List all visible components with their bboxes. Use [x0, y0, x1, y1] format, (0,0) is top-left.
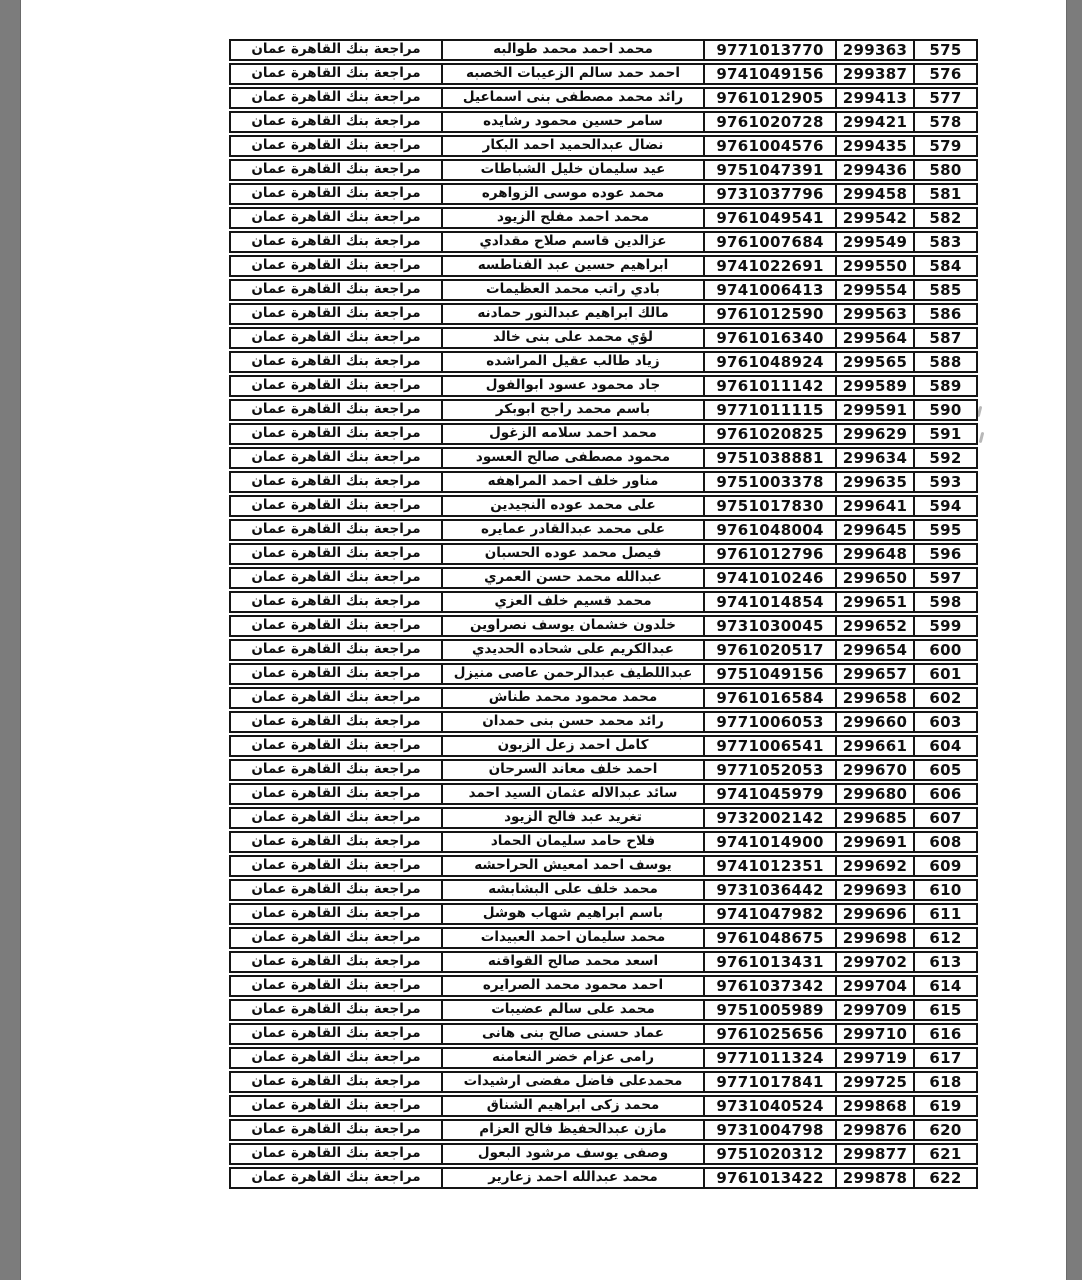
cell-review-bank: مراجعة بنك القاهرة عمان	[251, 281, 421, 298]
table-row	[229, 735, 978, 757]
cell-national-no: 9761012796	[703, 545, 835, 563]
table-row	[229, 423, 978, 445]
cell-serial: 612	[913, 929, 976, 947]
cell-review-bank: مراجعة بنك القاهرة عمان	[251, 89, 421, 106]
cell-serial: 622	[913, 1169, 976, 1187]
cell-name: تغريد عبد فالح الزيود	[441, 809, 703, 827]
cell-review-bank: مراجعة بنك القاهرة عمان	[251, 977, 421, 994]
table-row	[229, 567, 978, 589]
cell-serial: 576	[913, 65, 976, 83]
cell-national-no: 9741010246	[703, 569, 835, 587]
table-row	[229, 807, 978, 829]
cell-review-bank: مراجعة بنك القاهرة عمان	[251, 689, 421, 706]
cell-review-bank: مراجعة بنك القاهرة عمان	[251, 113, 421, 130]
cell-serial: 582	[913, 209, 976, 227]
cell-national-no: 9741014854	[703, 593, 835, 611]
cell-national-no: 9751020312	[703, 1145, 835, 1163]
cell-review-bank: مراجعة بنك القاهرة عمان	[251, 185, 421, 202]
cell-national-no: 9741047982	[703, 905, 835, 923]
cell-registration-no: 299696	[835, 905, 913, 923]
cell-serial: 589	[913, 377, 976, 395]
cell-name: زياد طالب عقيل المراشده	[441, 353, 703, 371]
cell-registration-no: 299629	[835, 425, 913, 443]
cell-national-no: 9761048675	[703, 929, 835, 947]
cell-registration-no: 299565	[835, 353, 913, 371]
table-row	[229, 879, 978, 901]
cell-registration-no: 299421	[835, 113, 913, 131]
cell-review-bank: مراجعة بنك القاهرة عمان	[251, 353, 421, 370]
cell-national-no: 9771017841	[703, 1073, 835, 1091]
cell-serial: 616	[913, 1025, 976, 1043]
cell-registration-no: 299657	[835, 665, 913, 683]
cell-national-no: 9741022691	[703, 257, 835, 275]
cell-name: يوسف احمد امعيش الحراحشه	[441, 857, 703, 875]
cell-serial: 614	[913, 977, 976, 995]
cell-serial: 620	[913, 1121, 976, 1139]
cell-review-bank: مراجعة بنك القاهرة عمان	[251, 1097, 421, 1114]
cell-registration-no: 299704	[835, 977, 913, 995]
cell-serial: 605	[913, 761, 976, 779]
cell-name: فلاح حامد سليمان الحماد	[441, 833, 703, 851]
table-row	[229, 63, 978, 85]
cell-name: احمد خلف معاند السرحان	[441, 761, 703, 779]
cell-registration-no: 299363	[835, 41, 913, 59]
cell-name: رائد محمد مصطفى بنى اسماعيل	[441, 89, 703, 107]
cell-registration-no: 299435	[835, 137, 913, 155]
cell-review-bank: مراجعة بنك القاهرة عمان	[251, 905, 421, 922]
table-row	[229, 639, 978, 661]
cell-serial: 595	[913, 521, 976, 539]
cell-name: لؤي محمد على بنى خالد	[441, 329, 703, 347]
scan-artifact	[979, 432, 985, 443]
table-row	[229, 39, 978, 61]
cell-review-bank: مراجعة بنك القاهرة عمان	[251, 209, 421, 226]
cell-registration-no: 299554	[835, 281, 913, 299]
cell-review-bank: مراجعة بنك القاهرة عمان	[251, 521, 421, 538]
cell-registration-no: 299652	[835, 617, 913, 635]
cell-review-bank: مراجعة بنك القاهرة عمان	[251, 497, 421, 514]
cell-national-no: 9761020517	[703, 641, 835, 659]
cell-name: سائد عبدالاله عثمان السيد احمد	[441, 785, 703, 803]
cell-registration-no: 299693	[835, 881, 913, 899]
cell-review-bank: مراجعة بنك القاهرة عمان	[251, 137, 421, 154]
cell-name: على محمد عبدالقادر عمايره	[441, 521, 703, 539]
cell-serial: 607	[913, 809, 976, 827]
cell-national-no: 9751047391	[703, 161, 835, 179]
cell-serial: 575	[913, 41, 976, 59]
cell-national-no: 9761004576	[703, 137, 835, 155]
cell-registration-no: 299542	[835, 209, 913, 227]
cell-review-bank: مراجعة بنك القاهرة عمان	[251, 785, 421, 802]
cell-serial: 590	[913, 401, 976, 419]
cell-registration-no: 299698	[835, 929, 913, 947]
cell-registration-no: 299563	[835, 305, 913, 323]
cell-name: محمد قسيم خلف العزي	[441, 593, 703, 611]
cell-national-no: 9761012590	[703, 305, 835, 323]
table-row	[229, 1143, 978, 1165]
cell-review-bank: مراجعة بنك القاهرة عمان	[251, 1001, 421, 1018]
cell-serial: 613	[913, 953, 976, 971]
cell-registration-no: 299564	[835, 329, 913, 347]
cell-national-no: 9771006053	[703, 713, 835, 731]
cell-registration-no: 299413	[835, 89, 913, 107]
cell-national-no: 9761012905	[703, 89, 835, 107]
cell-national-no: 9731004798	[703, 1121, 835, 1139]
cell-registration-no: 299436	[835, 161, 913, 179]
cell-name: عبداللطيف عبدالرحمن عاصى منيزل	[441, 665, 703, 683]
cell-serial: 585	[913, 281, 976, 299]
cell-registration-no: 299591	[835, 401, 913, 419]
cell-name: محمد احمد سلامه الزغول	[441, 425, 703, 443]
cell-review-bank: مراجعة بنك القاهرة عمان	[251, 41, 421, 58]
cell-serial: 601	[913, 665, 976, 683]
cell-name: محمد محمود محمد طناش	[441, 689, 703, 707]
table-row	[229, 183, 978, 205]
cell-serial: 578	[913, 113, 976, 131]
cell-review-bank: مراجعة بنك القاهرة عمان	[251, 449, 421, 466]
cell-review-bank: مراجعة بنك القاهرة عمان	[251, 737, 421, 754]
cell-review-bank: مراجعة بنك القاهرة عمان	[251, 257, 421, 274]
cell-review-bank: مراجعة بنك القاهرة عمان	[251, 713, 421, 730]
cell-national-no: 9751003378	[703, 473, 835, 491]
table-row	[229, 231, 978, 253]
cell-registration-no: 299709	[835, 1001, 913, 1019]
cell-name: عبدالكريم على شحاده الحديدي	[441, 641, 703, 659]
cell-serial: 600	[913, 641, 976, 659]
cell-national-no: 9761011142	[703, 377, 835, 395]
cell-review-bank: مراجعة بنك القاهرة عمان	[251, 1169, 421, 1186]
cell-name: محمد على سالم عضيبات	[441, 1001, 703, 1019]
table-row	[229, 135, 978, 157]
cell-serial: 618	[913, 1073, 976, 1091]
cell-serial: 577	[913, 89, 976, 107]
cell-national-no: 9761007684	[703, 233, 835, 251]
cell-registration-no: 299878	[835, 1169, 913, 1187]
cell-registration-no: 299670	[835, 761, 913, 779]
cell-serial: 611	[913, 905, 976, 923]
cell-review-bank: مراجعة بنك القاهرة عمان	[251, 1121, 421, 1138]
table-row	[229, 87, 978, 109]
cell-name: اسعد محمد صالح القواقنه	[441, 953, 703, 971]
table-row	[229, 351, 978, 373]
table-row	[229, 591, 978, 613]
cell-registration-no: 299645	[835, 521, 913, 539]
cell-name: عبدالله محمد حسن العمري	[441, 569, 703, 587]
cell-serial: 621	[913, 1145, 976, 1163]
cell-name: على محمد عوده النجيدين	[441, 497, 703, 515]
cell-national-no: 9731036442	[703, 881, 835, 899]
cell-registration-no: 299651	[835, 593, 913, 611]
cell-name: محمد سليمان احمد العبيدات	[441, 929, 703, 947]
cell-name: محمد احمد مفلح الزيود	[441, 209, 703, 227]
table-row	[229, 303, 978, 325]
cell-registration-no: 299725	[835, 1073, 913, 1091]
cell-national-no: 9731037796	[703, 185, 835, 203]
cell-registration-no: 299634	[835, 449, 913, 467]
cell-name: عزالدين قاسم صلاح مقدادي	[441, 233, 703, 251]
cell-serial: 598	[913, 593, 976, 611]
cell-national-no: 9761048924	[703, 353, 835, 371]
cell-name: محمد خلف على البشابشه	[441, 881, 703, 899]
cell-name: فيصل محمد عوده الحسبان	[441, 545, 703, 563]
cell-national-no: 9761016584	[703, 689, 835, 707]
cell-registration-no: 299710	[835, 1025, 913, 1043]
cell-registration-no: 299589	[835, 377, 913, 395]
cell-national-no: 9761016340	[703, 329, 835, 347]
cell-serial: 602	[913, 689, 976, 707]
cell-serial: 608	[913, 833, 976, 851]
cell-national-no: 9761013431	[703, 953, 835, 971]
cell-review-bank: مراجعة بنك القاهرة عمان	[251, 953, 421, 970]
table-row	[229, 159, 978, 181]
cell-registration-no: 299549	[835, 233, 913, 251]
cell-serial: 583	[913, 233, 976, 251]
table-row	[229, 975, 978, 997]
cell-review-bank: مراجعة بنك القاهرة عمان	[251, 617, 421, 634]
cell-registration-no: 299702	[835, 953, 913, 971]
cell-review-bank: مراجعة بنك القاهرة عمان	[251, 377, 421, 394]
cell-name: محمود مصطفى صالح العسود	[441, 449, 703, 467]
cell-name: ابراهيم حسين عبد الفناطسه	[441, 257, 703, 275]
viewer-left-gutter	[0, 0, 21, 1280]
cell-registration-no: 299654	[835, 641, 913, 659]
cell-serial: 580	[913, 161, 976, 179]
table-row	[229, 399, 978, 421]
table-row	[229, 111, 978, 133]
cell-review-bank: مراجعة بنك القاهرة عمان	[251, 473, 421, 490]
cell-national-no: 9741012351	[703, 857, 835, 875]
cell-registration-no: 299635	[835, 473, 913, 491]
table-row	[229, 543, 978, 565]
table-row	[229, 519, 978, 541]
cell-serial: 593	[913, 473, 976, 491]
cell-registration-no: 299692	[835, 857, 913, 875]
cell-registration-no: 299691	[835, 833, 913, 851]
table-row	[229, 663, 978, 685]
cell-serial: 591	[913, 425, 976, 443]
cell-serial: 619	[913, 1097, 976, 1115]
cell-name: سامر حسين محمود رشايده	[441, 113, 703, 131]
cell-national-no: 9751017830	[703, 497, 835, 515]
cell-registration-no: 299876	[835, 1121, 913, 1139]
cell-name: مالك ابراهيم عبدالنور حمادنه	[441, 305, 703, 323]
cell-registration-no: 299680	[835, 785, 913, 803]
cell-serial: 596	[913, 545, 976, 563]
cell-review-bank: مراجعة بنك القاهرة عمان	[251, 1025, 421, 1042]
cell-serial: 597	[913, 569, 976, 587]
cell-name: كامل احمد زعل الزبون	[441, 737, 703, 755]
table-row	[229, 903, 978, 925]
cell-name: مناور خلف احمد المراهفه	[441, 473, 703, 491]
cell-serial: 609	[913, 857, 976, 875]
cell-national-no: 9761020825	[703, 425, 835, 443]
cell-name: احمد حمد سالم الزعيبات الخصبه	[441, 65, 703, 83]
cell-registration-no: 299458	[835, 185, 913, 203]
cell-national-no: 9771013770	[703, 41, 835, 59]
table-row	[229, 279, 978, 301]
cell-name: باسم ابراهيم شهاب هوشل	[441, 905, 703, 923]
cell-name: نضال عبدالحميد احمد البكار	[441, 137, 703, 155]
cell-review-bank: مراجعة بنك القاهرة عمان	[251, 833, 421, 850]
cell-review-bank: مراجعة بنك القاهرة عمان	[251, 545, 421, 562]
cell-review-bank: مراجعة بنك القاهرة عمان	[251, 761, 421, 778]
cell-serial: 587	[913, 329, 976, 347]
cell-national-no: 9761020728	[703, 113, 835, 131]
cell-national-no: 9751005989	[703, 1001, 835, 1019]
table-row	[229, 1167, 978, 1189]
cell-national-no: 9771011324	[703, 1049, 835, 1067]
cell-review-bank: مراجعة بنك القاهرة عمان	[251, 665, 421, 682]
cell-registration-no: 299660	[835, 713, 913, 731]
table-row	[229, 1071, 978, 1093]
cell-review-bank: مراجعة بنك القاهرة عمان	[251, 1049, 421, 1066]
cell-national-no: 9741045979	[703, 785, 835, 803]
viewer-right-gutter	[1066, 0, 1082, 1280]
cell-review-bank: مراجعة بنك القاهرة عمان	[251, 401, 421, 418]
cell-registration-no: 299719	[835, 1049, 913, 1067]
cell-national-no: 9741049156	[703, 65, 835, 83]
cell-name: بادي راتب محمد العظيمات	[441, 281, 703, 299]
cell-review-bank: مراجعة بنك القاهرة عمان	[251, 929, 421, 946]
table-row	[229, 927, 978, 949]
table-row	[229, 999, 978, 1021]
cell-review-bank: مراجعة بنك القاهرة عمان	[251, 809, 421, 826]
cell-name: عماد حسنى صالح بنى هانى	[441, 1025, 703, 1043]
table-row	[229, 471, 978, 493]
cell-serial: 606	[913, 785, 976, 803]
cell-national-no: 9771052053	[703, 761, 835, 779]
cell-review-bank: مراجعة بنك القاهرة عمان	[251, 881, 421, 898]
cell-national-no: 9761048004	[703, 521, 835, 539]
cell-serial: 588	[913, 353, 976, 371]
cell-serial: 599	[913, 617, 976, 635]
cell-review-bank: مراجعة بنك القاهرة عمان	[251, 329, 421, 346]
cell-review-bank: مراجعة بنك القاهرة عمان	[251, 425, 421, 442]
cell-serial: 579	[913, 137, 976, 155]
cell-serial: 586	[913, 305, 976, 323]
cell-review-bank: مراجعة بنك القاهرة عمان	[251, 1073, 421, 1090]
cell-review-bank: مراجعة بنك القاهرة عمان	[251, 641, 421, 658]
cell-registration-no: 299685	[835, 809, 913, 827]
cell-national-no: 9751038881	[703, 449, 835, 467]
cell-serial: 617	[913, 1049, 976, 1067]
table-row	[229, 327, 978, 349]
table-row	[229, 255, 978, 277]
table-row	[229, 1119, 978, 1141]
cell-name: محمد احمد محمد طوالبه	[441, 41, 703, 59]
cell-name: محمد عوده موسى الزواهره	[441, 185, 703, 203]
table-row	[229, 759, 978, 781]
cell-national-no: 9771006541	[703, 737, 835, 755]
cell-name: محمدعلى فاضل مفضى ارشيدات	[441, 1073, 703, 1091]
table-row	[229, 1095, 978, 1117]
cell-registration-no: 299658	[835, 689, 913, 707]
cell-registration-no: 299550	[835, 257, 913, 275]
cell-serial: 581	[913, 185, 976, 203]
table-row	[229, 951, 978, 973]
table-row	[229, 375, 978, 397]
cell-serial: 615	[913, 1001, 976, 1019]
cell-review-bank: مراجعة بنك القاهرة عمان	[251, 161, 421, 178]
cell-serial: 610	[913, 881, 976, 899]
registration-table	[229, 39, 978, 1191]
cell-national-no: 9761013422	[703, 1169, 835, 1187]
table-row	[229, 447, 978, 469]
cell-registration-no: 299648	[835, 545, 913, 563]
cell-name: باسم محمد راجح ابوبكر	[441, 401, 703, 419]
table-row	[229, 1023, 978, 1045]
cell-national-no: 9732002142	[703, 809, 835, 827]
cell-name: رائد محمد حسن بنى حمدان	[441, 713, 703, 731]
cell-national-no: 9761025656	[703, 1025, 835, 1043]
cell-national-no: 9761049541	[703, 209, 835, 227]
cell-review-bank: مراجعة بنك القاهرة عمان	[251, 233, 421, 250]
cell-name: جاد محمود عسود ابوالفول	[441, 377, 703, 395]
cell-name: مازن عبدالحفيظ فالح العزام	[441, 1121, 703, 1139]
cell-registration-no: 299387	[835, 65, 913, 83]
cell-registration-no: 299877	[835, 1145, 913, 1163]
cell-serial: 584	[913, 257, 976, 275]
cell-serial: 592	[913, 449, 976, 467]
cell-name: رامى عزام خضر النعامنه	[441, 1049, 703, 1067]
cell-national-no: 9771011115	[703, 401, 835, 419]
cell-registration-no: 299650	[835, 569, 913, 587]
cell-name: محمد زكى ابراهيم الشناق	[441, 1097, 703, 1115]
cell-national-no: 9731040524	[703, 1097, 835, 1115]
cell-national-no: 9741006413	[703, 281, 835, 299]
table-row	[229, 495, 978, 517]
cell-review-bank: مراجعة بنك القاهرة عمان	[251, 569, 421, 586]
cell-registration-no: 299661	[835, 737, 913, 755]
cell-serial: 594	[913, 497, 976, 515]
cell-review-bank: مراجعة بنك القاهرة عمان	[251, 1145, 421, 1162]
cell-serial: 603	[913, 713, 976, 731]
table-row	[229, 783, 978, 805]
cell-name: وصفى يوسف مرشود البعول	[441, 1145, 703, 1163]
table-row	[229, 687, 978, 709]
cell-review-bank: مراجعة بنك القاهرة عمان	[251, 305, 421, 322]
table-row	[229, 831, 978, 853]
cell-name: عيد سليمان خليل الشباطات	[441, 161, 703, 179]
cell-national-no: 9731030045	[703, 617, 835, 635]
table-row	[229, 855, 978, 877]
table-row	[229, 615, 978, 637]
cell-review-bank: مراجعة بنك القاهرة عمان	[251, 857, 421, 874]
table-row	[229, 207, 978, 229]
cell-serial: 604	[913, 737, 976, 755]
cell-registration-no: 299868	[835, 1097, 913, 1115]
cell-review-bank: مراجعة بنك القاهرة عمان	[251, 593, 421, 610]
table-row	[229, 1047, 978, 1069]
cell-name: خلدون خشمان يوسف نصراوين	[441, 617, 703, 635]
cell-name: محمد عبدالله احمد زعارير	[441, 1169, 703, 1187]
cell-name: احمد محمود محمد الصرايره	[441, 977, 703, 995]
table-row	[229, 711, 978, 733]
cell-registration-no: 299641	[835, 497, 913, 515]
cell-national-no: 9741014900	[703, 833, 835, 851]
cell-national-no: 9751049156	[703, 665, 835, 683]
cell-review-bank: مراجعة بنك القاهرة عمان	[251, 65, 421, 82]
cell-national-no: 9761037342	[703, 977, 835, 995]
